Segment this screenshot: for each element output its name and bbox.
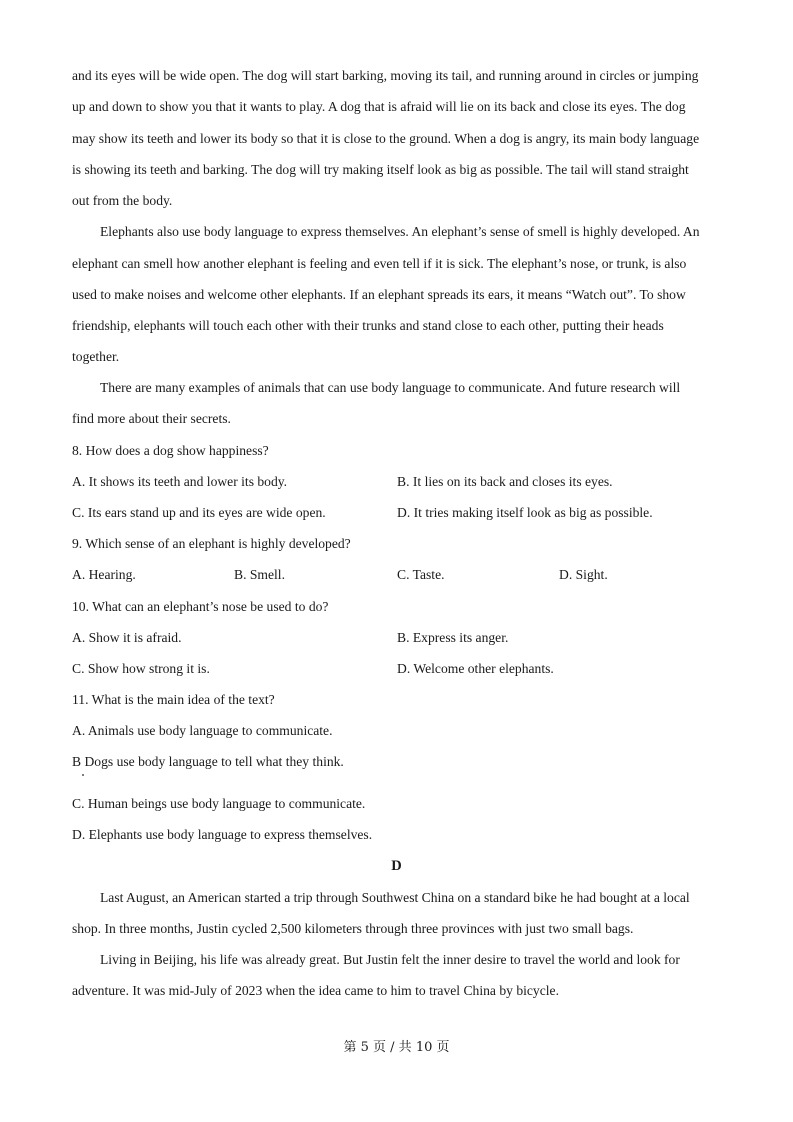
option-c: C. Show how strong it is.: [72, 661, 210, 676]
passage-line: up and down to show you that it wants to play. A dog that is afraid will lie on its back and close its eyes. The dog: [72, 99, 686, 114]
passage-line: used to make noises and welcome other elephants. If an elephant spreads its ears, it means “Watch out”. To show: [72, 287, 686, 302]
option-b: B Dogs use body language to tell what they think.: [72, 754, 344, 769]
passage-line: Elephants also use body language to express themselves. An elephant’s sense of smell is highly developed. An: [100, 224, 700, 239]
option-d: D. Welcome other elephants.: [397, 661, 554, 676]
passage-line: find more about their secrets.: [72, 411, 231, 426]
section-heading: D: [391, 858, 402, 874]
question-stem: 11. What is the main idea of the text?: [72, 692, 275, 707]
passage-line: is showing its teeth and barking. The dog will try making itself look as big as possible. The tail will stand straight: [72, 162, 689, 177]
option-d: D. Elephants use body language to express themselves.: [72, 827, 373, 842]
option-d: D. It tries making itself look as big as possible.: [397, 505, 653, 520]
passage-line: and its eyes will be wide open. The dog will start barking, moving its tail, and running around in circles or jumping: [72, 68, 699, 83]
passage-line: Last August, an American started a trip through Southwest China on a standard bike he had bought at a local: [100, 890, 690, 905]
passage-line: may show its teeth and lower its body so that it is close to the ground. When a dog is angry, its main body language: [72, 131, 700, 146]
passage-line: adventure. It was mid-July of 2023 when the idea came to him to travel China by bicycle.: [72, 983, 559, 998]
passage-line: Living in Beijing, his life was already great. But Justin felt the inner desire to travel the world and look for: [100, 952, 680, 967]
option-a: A. Show it is afraid.: [72, 630, 182, 645]
question-stem: 10. What can an elephant’s nose be used to do?: [72, 599, 329, 614]
passage-line: elephant can smell how another elephant is feeling and even tell if it is sick. The elephant’s nose, or trunk, is also: [72, 256, 687, 271]
option-a: A. Animals use body language to communicate.: [72, 723, 333, 738]
passage-line: There are many examples of animals that can use body language to communicate. And future research will: [100, 380, 681, 395]
option-a: A. Hearing.: [72, 567, 136, 582]
option-d: D. Sight.: [559, 567, 608, 582]
question-stem: 8. How does a dog show happiness?: [72, 443, 269, 458]
option-b: B. Express its anger.: [397, 630, 509, 645]
passage-line: shop. In three months, Justin cycled 2,500 kilometers through three provinces with just two small bags.: [72, 921, 634, 936]
option-c: C. Human beings use body language to communicate.: [72, 796, 366, 811]
option-c: C. Taste.: [397, 567, 445, 582]
passage-line: friendship, elephants will touch each other with their trunks and stand close to each other, putting their heads: [72, 318, 664, 333]
question-stem: 9. Which sense of an elephant is highly developed?: [72, 536, 351, 551]
option-b: B. Smell.: [234, 567, 285, 582]
passage-line: out from the body.: [72, 193, 173, 208]
passage-line: together.: [72, 349, 120, 364]
stray-dot-mark: [82, 774, 84, 776]
option-b: B. It lies on its back and closes its eyes.: [397, 474, 613, 489]
page-footer: 第 5 页 / 共 10 页: [343, 1040, 450, 1055]
option-a: A. It shows its teeth and lower its body.: [72, 474, 288, 489]
option-c: C. Its ears stand up and its eyes are wide open.: [72, 505, 326, 520]
